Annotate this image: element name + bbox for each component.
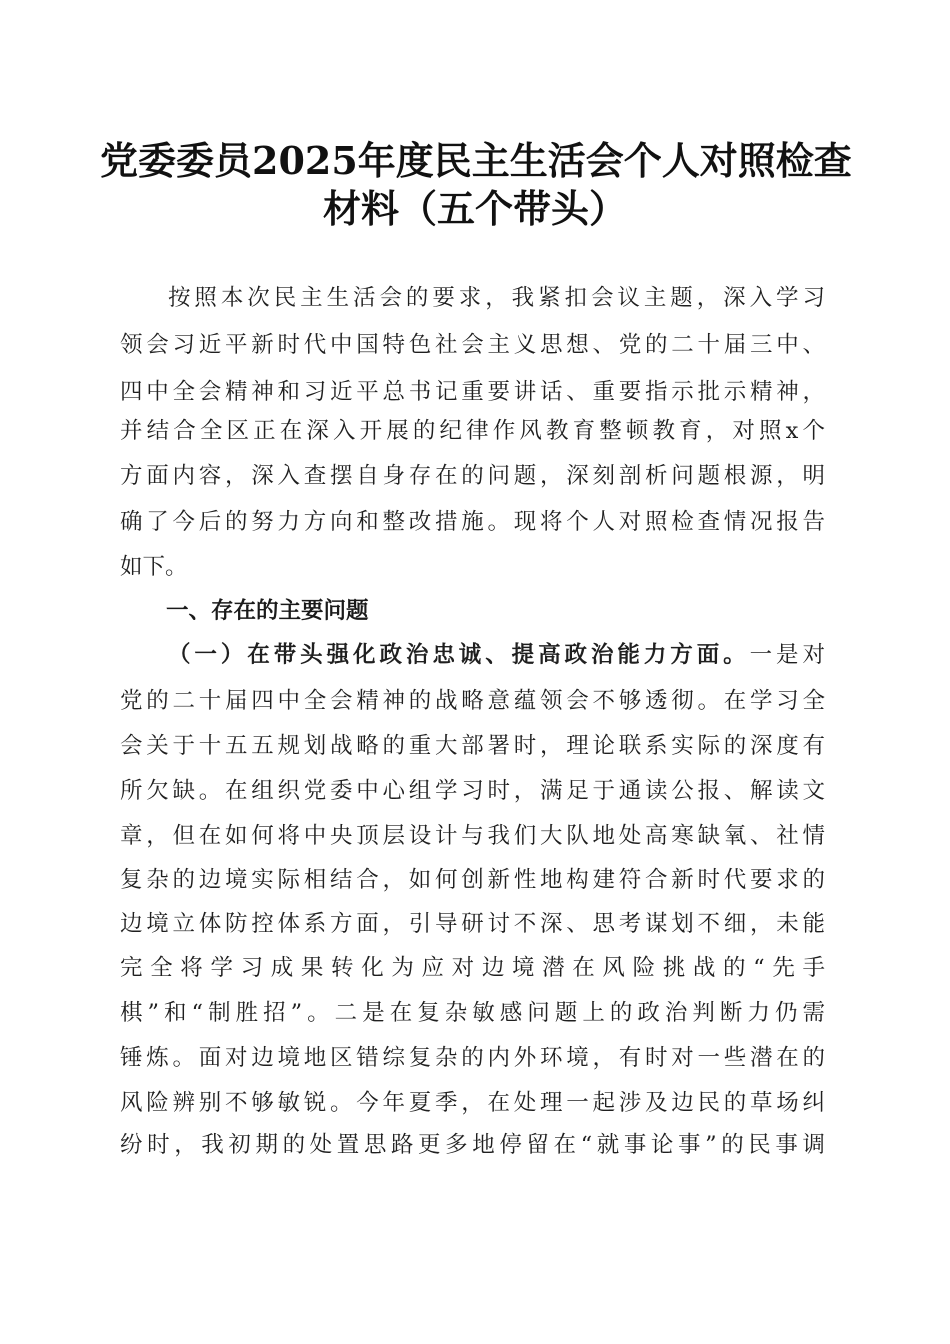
body-line-3: 所欠缺。在组织党委中心组学习时，满足于通读公报、解读文 <box>120 778 825 804</box>
body-line-6: 边境立体防控体系方面，引导研讨不深、思考谋划不细，未能 <box>120 911 825 937</box>
subsection-label: （一）在带头强化政治忠诚、提高政治能力方面。 <box>168 642 750 668</box>
document-title-line-2: 材料（五个带头） <box>322 186 627 231</box>
document-title-line-1: 党委委员2025年度民主生活会个人对照检查 <box>100 138 852 183</box>
intro-line-7: 如下。 <box>120 554 188 580</box>
body-line-11: 纷时，我初期的处置思路更多地停留在“就事论事”的民事调 <box>120 1132 825 1158</box>
intro-line-1: 按照本次民主生活会的要求，我紧扣会议主题，深入学习 <box>168 285 825 311</box>
subsection-first-line-rest: 一是对 <box>749 642 825 668</box>
body-line-8: 棋”和“制胜招”。二是在复杂敏感问题上的政治判断力仍需 <box>120 1000 825 1026</box>
body-line-9: 锤炼。面对边境地区错综复杂的内外环境，有时对一些潜在的 <box>120 1045 825 1071</box>
body-line-4: 章，但在如何将中央顶层设计与我们大队地处高寒缺氧、社情 <box>120 823 825 849</box>
intro-line-6: 确了今后的努力方向和整改措施。现将个人对照检查情况报告 <box>120 509 825 535</box>
body-line-7: 完全将学习成果转化为应对边境潜在风险挑战的“先手 <box>120 955 825 981</box>
intro-line-4: 并结合全区正在深入开展的纪律作风教育整顿教育，对照x个 <box>120 418 825 444</box>
intro-line-2: 领会习近平新时代中国特色社会主义思想、党的二十届三中、 <box>120 332 825 358</box>
subsection-first-line <box>168 640 825 670</box>
section-heading: 一、存在的主要问题 <box>166 598 369 624</box>
body-line-2: 会关于十五五规划战略的重大部署时，理论联系实际的深度有 <box>120 733 825 759</box>
intro-line-5: 方面内容，深入查摆自身存在的问题，深刻剖析问题根源，明 <box>120 463 825 489</box>
body-line-5: 复杂的边境实际相结合，如何创新性地构建符合新时代要求的 <box>120 867 825 893</box>
body-line-10: 风险辨别不够敏锐。今年夏季，在处理一起涉及边民的草场纠 <box>120 1090 825 1116</box>
body-line-1: 党的二十届四中全会精神的战略意蕴领会不够透彻。在学习全 <box>120 688 825 714</box>
intro-line-3: 四中全会精神和习近平总书记重要讲话、重要指示批示精神， <box>120 379 825 405</box>
